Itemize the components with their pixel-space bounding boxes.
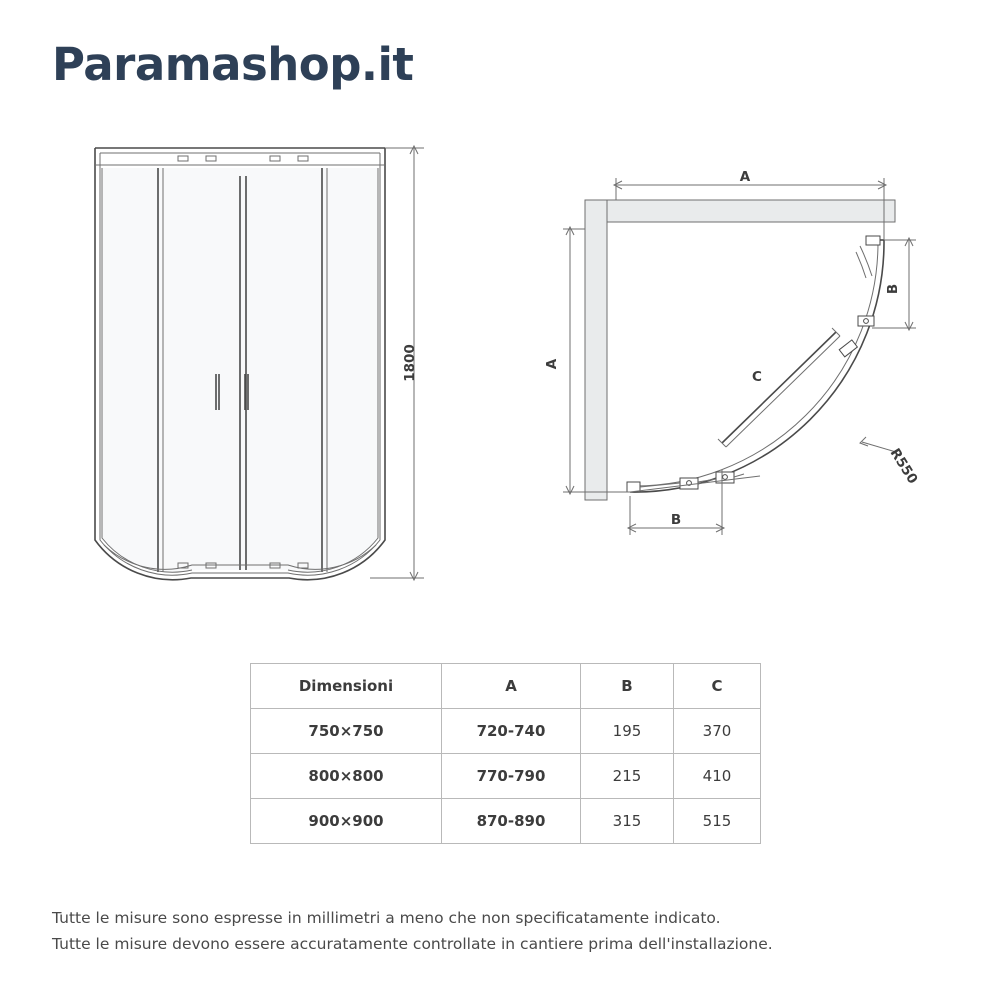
note-line-1: Tutte le misure sono espresse in millimetri a meno che non specificatamente indicato. bbox=[52, 909, 721, 927]
front-height-dimension-label: 1800 bbox=[402, 344, 418, 382]
footer-notes bbox=[52, 905, 773, 957]
cell-dimensioni: 900×900 bbox=[251, 799, 442, 844]
note-line-2: Tutte le misure devono essere accuratamente controllate in cantiere prima dell'installazione. bbox=[52, 935, 773, 953]
plan-dimension-a-left-label: A bbox=[544, 358, 560, 370]
table-row bbox=[251, 754, 761, 799]
cell-b: 215 bbox=[581, 754, 674, 799]
front-elevation-view bbox=[95, 146, 424, 580]
plan-dimension-b-right-label: B bbox=[885, 283, 901, 295]
table-header-b: B bbox=[581, 664, 674, 709]
cell-a: 870-890 bbox=[442, 799, 581, 844]
plan-dimension-c-label: C bbox=[752, 369, 762, 385]
plan-dimension-b-bottom-label: B bbox=[670, 512, 682, 528]
cell-b: 195 bbox=[581, 709, 674, 754]
plan-view bbox=[544, 169, 921, 535]
cell-a: 720-740 bbox=[442, 709, 581, 754]
cell-dimensioni: 750×750 bbox=[251, 709, 442, 754]
plan-dimension-a-top-label: A bbox=[739, 169, 751, 185]
cell-c: 515 bbox=[674, 799, 761, 844]
table-header-row bbox=[251, 664, 761, 709]
table-row bbox=[251, 709, 761, 754]
cell-dimensioni: 800×800 bbox=[251, 754, 442, 799]
dimensions-table bbox=[250, 663, 761, 844]
cell-a: 770-790 bbox=[442, 754, 581, 799]
table-row bbox=[251, 799, 761, 844]
table-header-dimensioni: Dimensioni bbox=[251, 664, 442, 709]
cell-c: 410 bbox=[674, 754, 761, 799]
brand-logo: Paramashop.it bbox=[52, 38, 414, 91]
table-header-a: A bbox=[442, 664, 581, 709]
cell-b: 315 bbox=[581, 799, 674, 844]
plan-radius-label: R550 bbox=[886, 445, 921, 487]
table-header-c: C bbox=[674, 664, 761, 709]
cell-c: 370 bbox=[674, 709, 761, 754]
